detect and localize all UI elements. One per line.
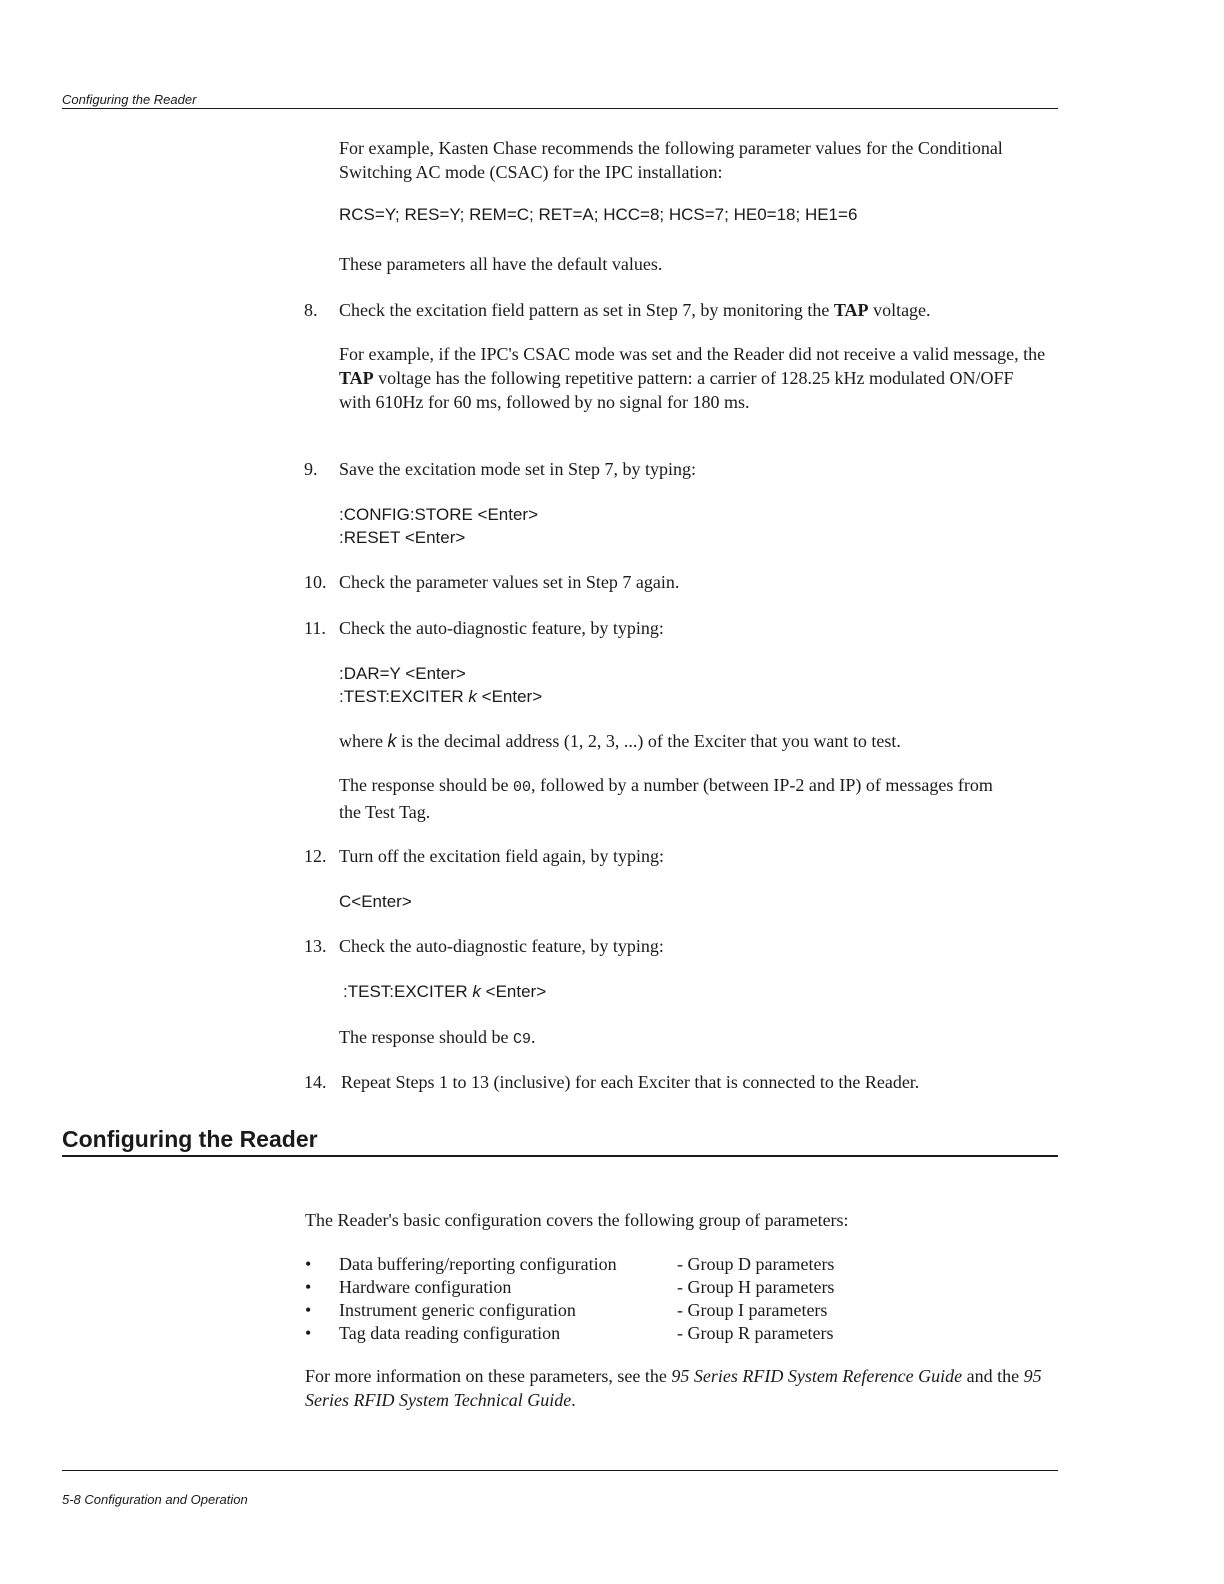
tap-term: TAP (339, 368, 374, 388)
step-number: 9. (304, 459, 318, 479)
list-item (305, 1253, 925, 1276)
step-number: 14. (304, 1072, 327, 1092)
bullet-icon: • (305, 1323, 312, 1343)
parameter-group-list (305, 1253, 925, 1345)
code-text: <Enter> (476, 687, 543, 706)
code-text: :TEST:EXCITER (343, 982, 473, 1001)
list-item-label: Hardware configuration (339, 1277, 512, 1297)
step-11-where (339, 729, 1059, 753)
bullet-icon: • (305, 1277, 312, 1297)
code-line (343, 980, 546, 1003)
technical-guide-title: 95 Series RFID System Technical Guide (305, 1366, 1042, 1410)
step-12-text: Turn off the excitation field again, by typing: (339, 846, 664, 866)
list-item-group: - Group R parameters (677, 1323, 834, 1343)
response-text-b: . (530, 1027, 536, 1047)
list-item (305, 1276, 925, 1299)
response-text-a: The response should be (339, 1027, 513, 1047)
code-text: <Enter> (480, 982, 547, 1001)
header-rule (62, 108, 1058, 109)
bullet-icon: • (305, 1254, 312, 1274)
section-rule (62, 1155, 1058, 1157)
step-8-text (339, 298, 1069, 322)
variable-k: k (472, 982, 481, 1001)
list-item-group: - Group D parameters (677, 1254, 835, 1274)
code-line (339, 685, 542, 708)
code-line: :CONFIG:STORE <Enter> (339, 505, 539, 524)
list-item-label: Tag data reading configuration (339, 1323, 561, 1343)
code-line: :DAR=Y <Enter> (339, 664, 466, 683)
step-8-text-b: voltage. (868, 300, 931, 320)
intro-example: For example, Kasten Chase recommends the following parameter values for the Conditional Switching AC mode (CSAC) for the IPC installation: (339, 138, 1003, 182)
response-code: C9 (512, 1031, 531, 1048)
response-text-a: The response should be (339, 775, 513, 795)
more-info-c: . (571, 1390, 576, 1410)
where-text-a: where (339, 731, 388, 751)
step-8-note (339, 342, 1049, 414)
page-footer: 5-8 Configuration and Operation (62, 1492, 248, 1507)
params-line: RCS=Y; RES=Y; REM=C; RET=A; HCC=8; HCS=7; HE0=18; HE1=6 (339, 205, 858, 224)
step-8-text-a: Check the excitation field pattern as set in Step 7, by monitoring the (339, 300, 834, 320)
step-9-text: Save the excitation mode set in Step 7, by typing: (339, 459, 696, 479)
where-text-b: is the decimal address (1, 2, 3, ...) of the Exciter that you want to test. (396, 731, 901, 751)
list-item (305, 1299, 925, 1322)
code-line: :RESET <Enter> (339, 528, 466, 547)
response-text-b: , followed by a number (between IP-2 and IP) of messages from the Test Tag. (339, 775, 993, 822)
step-8-note-a: For example, if the IPC's CSAC mode was set and the Reader did not receive a valid message, the (339, 344, 1046, 364)
step-14-text: Repeat Steps 1 to 13 (inclusive) for each Exciter that is connected to the Reader. (341, 1072, 920, 1092)
step-11-response (339, 773, 1019, 824)
list-item (305, 1322, 925, 1345)
step-11-text: Check the auto-diagnostic feature, by typing: (339, 618, 664, 638)
step-8-note-b: voltage has the following repetitive pattern: a carrier of 128.25 kHz modulated ON/OFF with 610Hz for 60 ms, followed by no signal for 180 ms. (339, 368, 1014, 412)
step-number: 12. (304, 846, 327, 866)
step-10-text: Check the parameter values set in Step 7 again. (339, 572, 680, 592)
step-number: 8. (304, 300, 318, 320)
more-info-b: and the (962, 1366, 1024, 1386)
running-header: Configuring the Reader (62, 92, 197, 107)
step-13-response (339, 1025, 535, 1052)
response-code: 00 (512, 779, 531, 796)
footer-rule (62, 1470, 1058, 1471)
section-title: Configuring the Reader (62, 1126, 318, 1152)
step-number: 13. (304, 936, 327, 956)
code-text: :TEST:EXCITER (339, 687, 469, 706)
tap-term: TAP (833, 300, 869, 320)
step-number: 10. (304, 572, 327, 592)
code-line: C<Enter> (339, 892, 412, 911)
bullet-icon: • (305, 1300, 312, 1320)
variable-k: k (387, 731, 397, 751)
defaults-note: These parameters all have the default values. (339, 254, 663, 274)
step-13-text: Check the auto-diagnostic feature, by typing: (339, 936, 664, 956)
list-item-group: - Group H parameters (677, 1277, 835, 1297)
list-item-label: Data buffering/reporting configuration (339, 1254, 617, 1274)
section-lead: The Reader's basic configuration covers the following group of parameters: (305, 1210, 849, 1230)
more-info-a: For more information on these parameters, see the (305, 1366, 672, 1386)
list-item-label: Instrument generic configuration (339, 1300, 576, 1320)
reference-guide-title: 95 Series RFID System Reference Guide (671, 1366, 963, 1386)
more-info (305, 1364, 1065, 1412)
list-item-group: - Group I parameters (677, 1300, 828, 1320)
step-number: 11. (304, 618, 326, 638)
variable-k: k (468, 687, 477, 706)
